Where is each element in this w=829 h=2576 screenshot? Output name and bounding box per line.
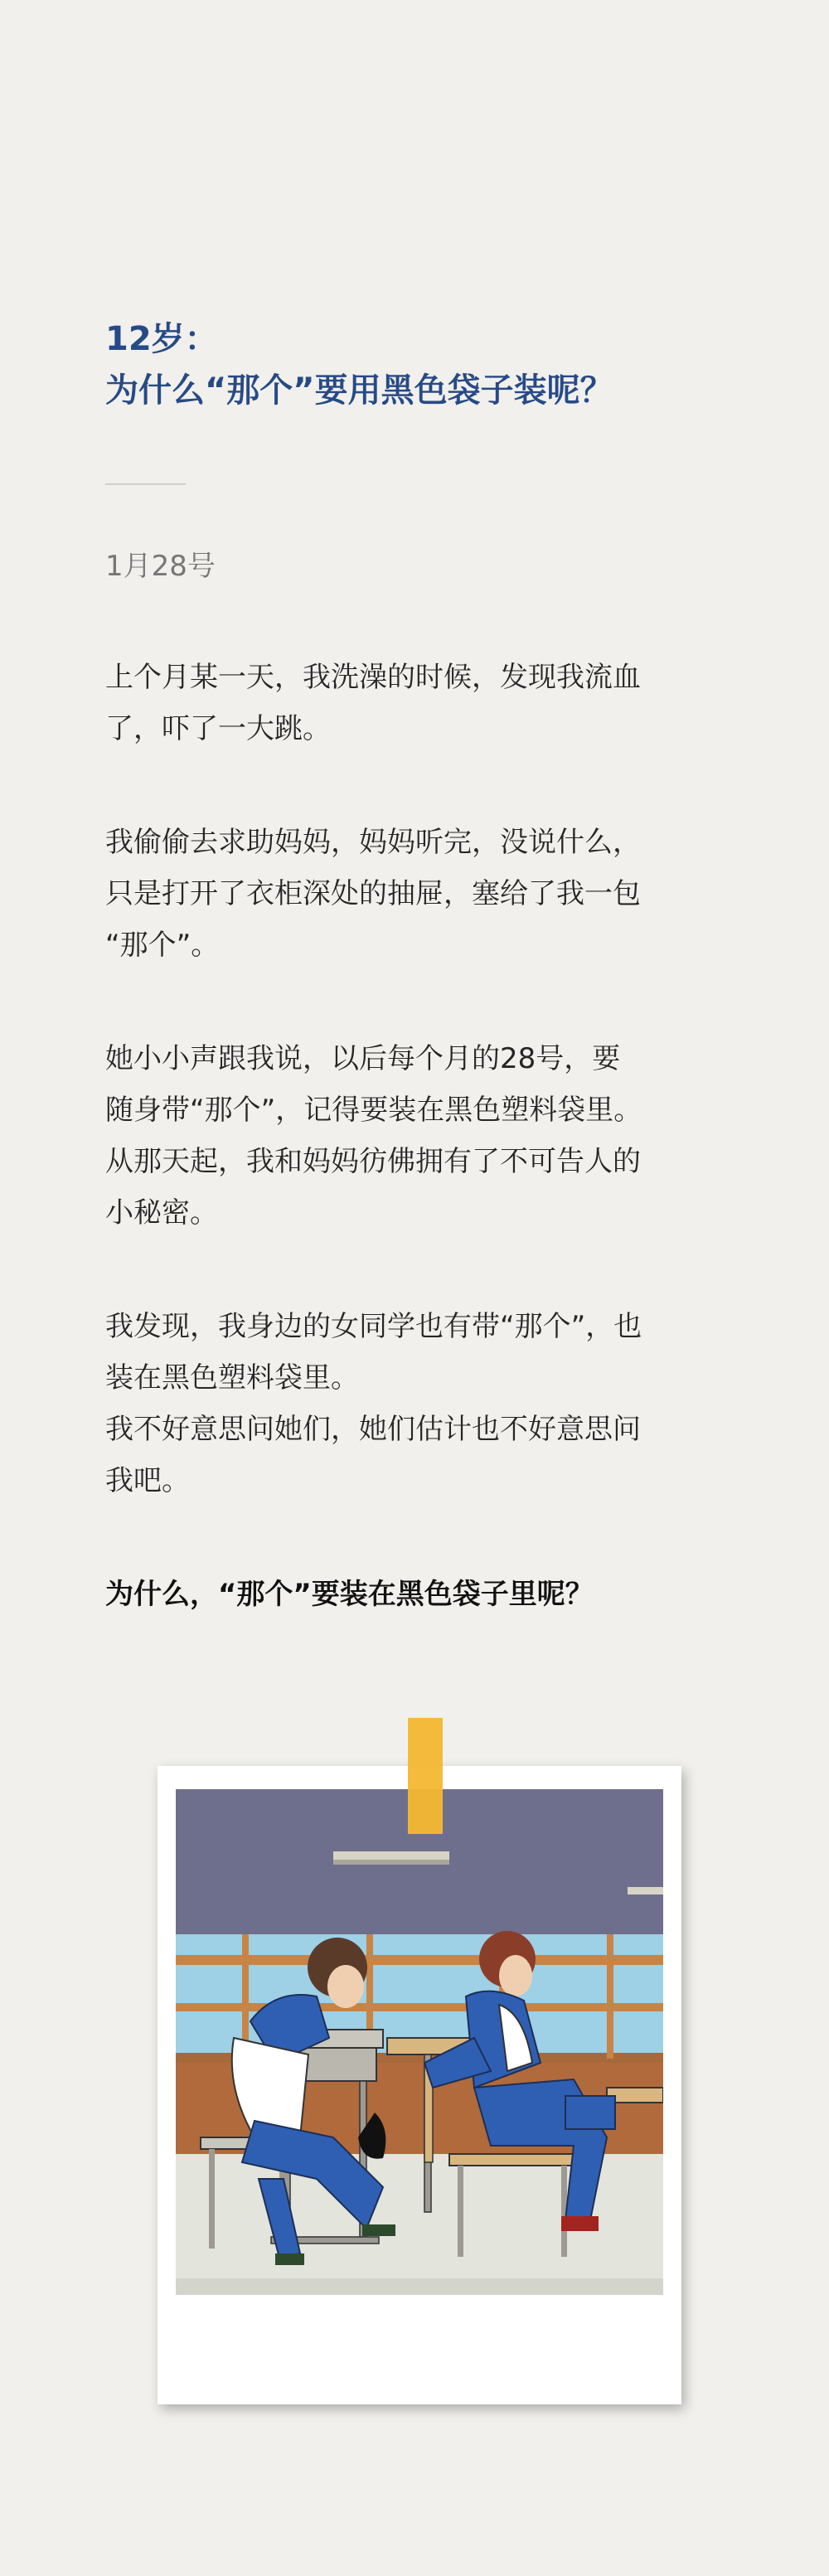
paragraph-line: 她小小声跟我说，以后每个月的28号，要 (105, 1042, 621, 1075)
ceiling-light (333, 1851, 449, 1860)
tape-strip (408, 1718, 443, 1834)
paragraph-line: 我不好意思问她们，她们估计也不好意思问 (105, 1413, 641, 1446)
heading-question: 为什么“那个”要用黑色袋子装呢？ (105, 371, 613, 410)
paragraph-line: 小秘密。 (105, 1196, 218, 1230)
paragraph-line: 了，吓了一大跳。 (105, 712, 331, 745)
paragraph-line: 上个月某一天，我洗澡的时候，发现我流血 (105, 661, 641, 694)
paragraph-2 (105, 817, 735, 971)
article-heading (105, 313, 613, 416)
closing-question: 为什么，“那个”要装在黑色袋子里呢？ (105, 1578, 594, 1611)
paragraph-line: 我偷偷去求助妈妈，妈妈听完，没说什么， (105, 826, 641, 859)
paragraph-line: 随身带“那个”，记得要装在黑色塑料袋里。 (105, 1094, 642, 1127)
paragraph-line: 从那天起，我和妈妈彷佛拥有了不可告人的 (105, 1145, 641, 1178)
story-body (105, 652, 735, 1682)
paragraph-line: “那个”。 (105, 929, 220, 962)
paragraph-line: 我吧。 (105, 1464, 190, 1497)
paragraph-line: 我发现，我身边的女同学也有带“那个”，也 (105, 1310, 642, 1343)
classroom-illustration-svg (176, 1789, 663, 2295)
heading-age: 12岁： (105, 320, 218, 358)
paragraph-1 (105, 652, 735, 754)
paragraph-4 (105, 1301, 735, 1506)
classroom-illustration (176, 1789, 663, 2295)
diary-date: 1月28号 (105, 550, 216, 583)
paragraph-3 (105, 1033, 735, 1239)
polaroid-photo (158, 1766, 681, 2404)
paragraph-line: 装在黑色塑料袋里。 (105, 1361, 359, 1395)
paragraph-line: 只是打开了衣柜深处的抽屉，塞给了我一包 (105, 877, 641, 910)
divider (105, 483, 186, 485)
